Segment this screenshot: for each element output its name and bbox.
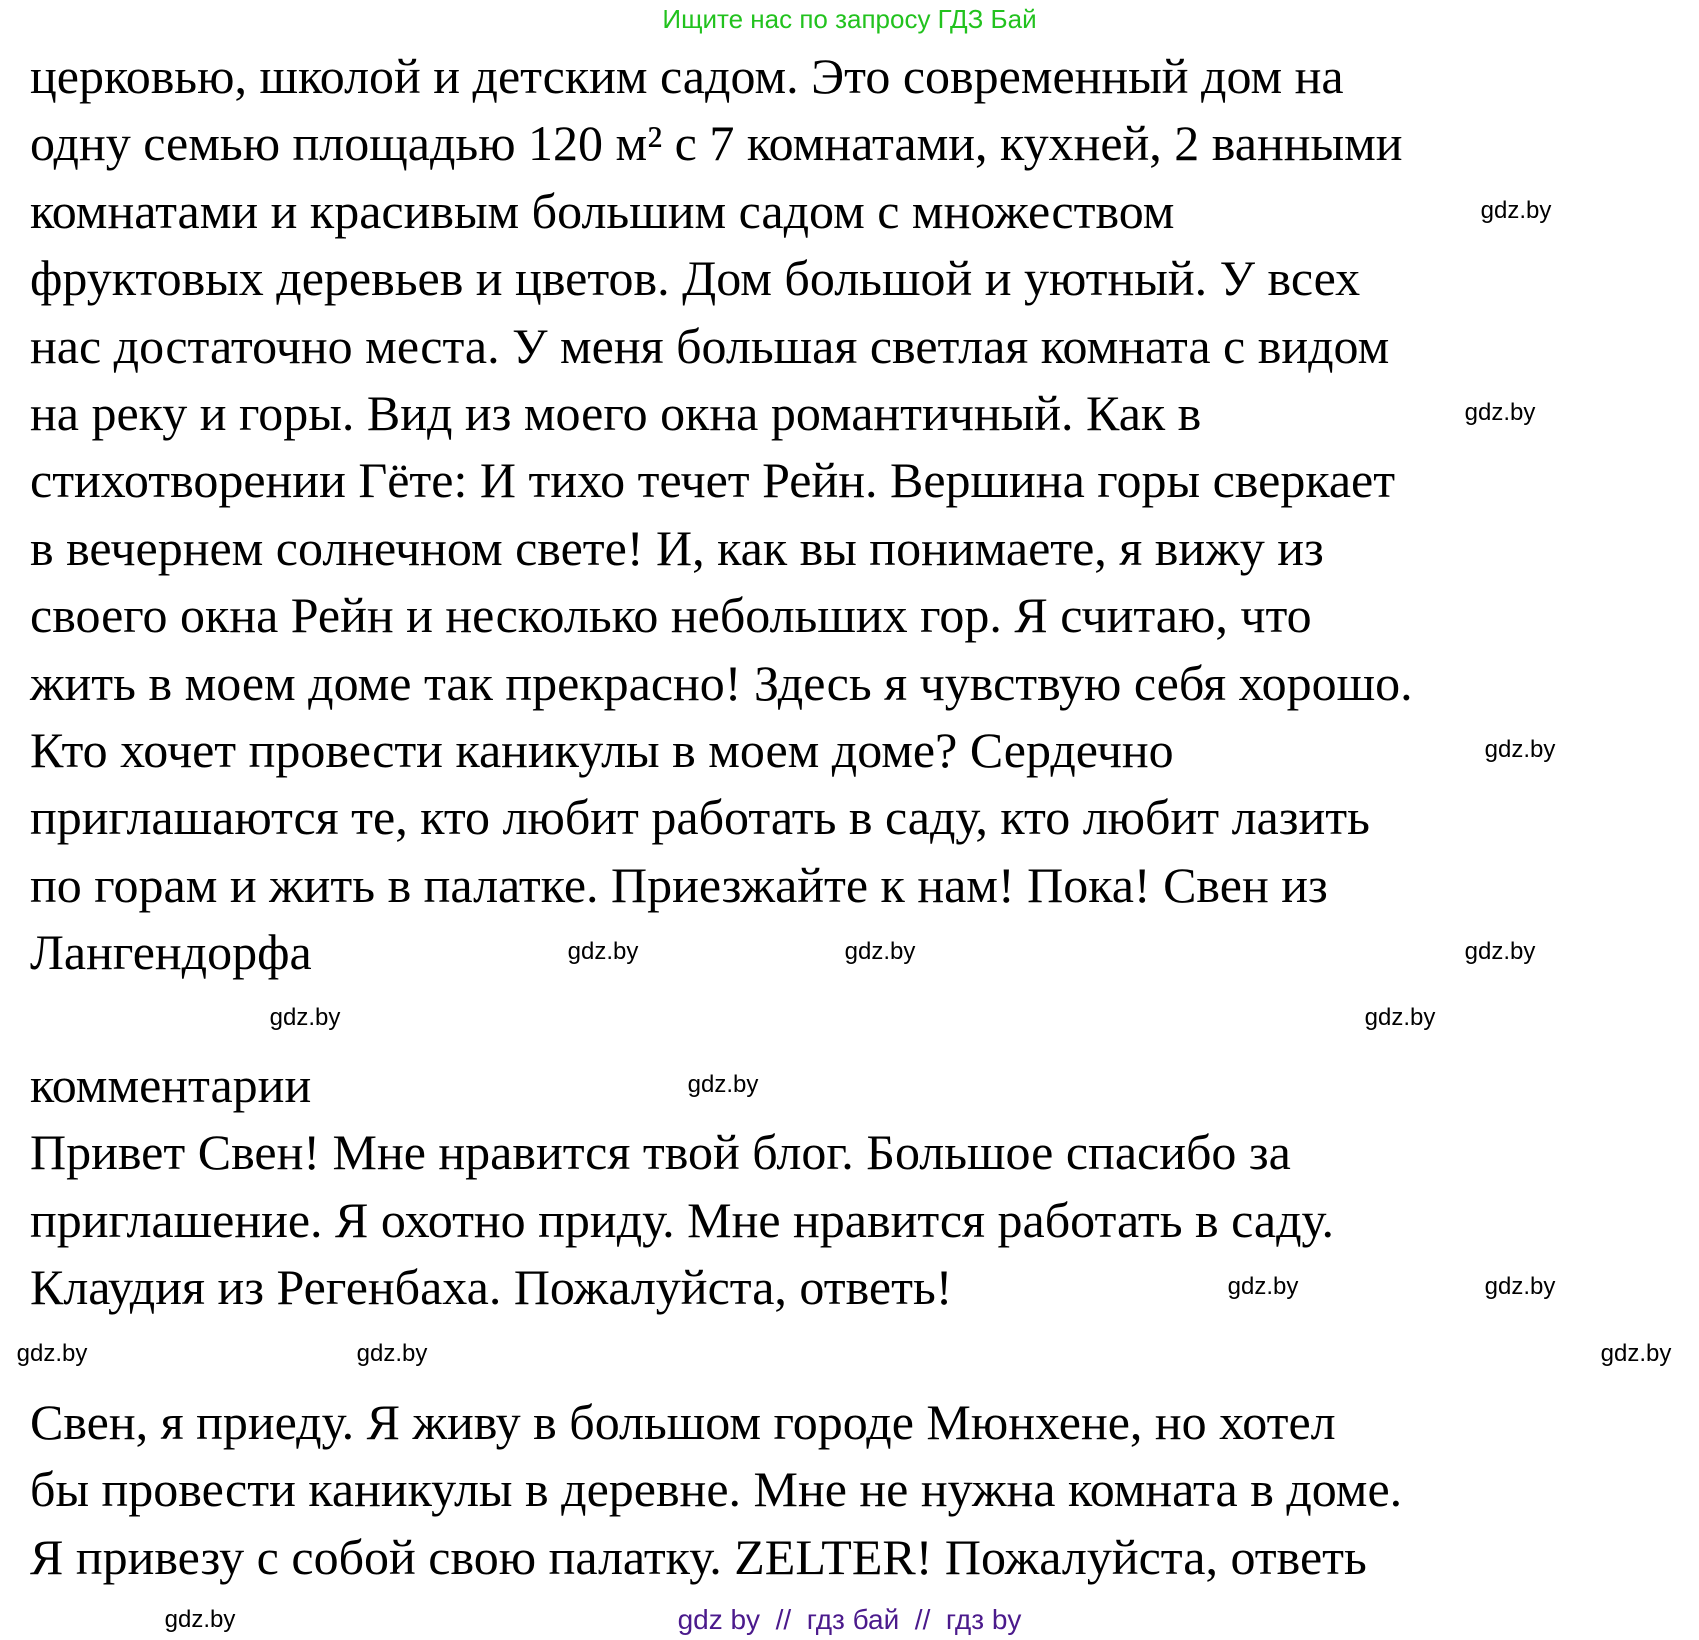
watermark: gdz.by (356, 1340, 428, 1367)
text-line: комнатами и красивым большим садом с множеством (30, 183, 1175, 239)
watermark: gdz.by (269, 1004, 341, 1031)
watermark: gdz.by (164, 1606, 236, 1633)
text-line: нас достаточно места. У меня большая светлая комната с видом (30, 318, 1390, 374)
text-line: Кто хочет провести каникулы в моем доме? Сердечно (30, 722, 1174, 778)
watermark: gdz.by (844, 938, 916, 965)
watermark: gdz.by (1464, 399, 1536, 426)
text-line: церковью, школой и детским садом. Это современный дом на (30, 48, 1344, 104)
watermark: gdz.by (1484, 736, 1556, 763)
header-banner: Ищите нас по запросу ГДЗ Бай (662, 4, 1037, 34)
text-line: стихотворении Гёте: И тихо течет Рейн. Вершина горы сверкает (30, 452, 1396, 508)
watermark: gdz.by (16, 1340, 88, 1367)
footer-links: gdz by // гдз бай // гдз by (677, 1604, 1022, 1635)
text-line: бы провести каникулы в деревне. Мне не нужна комната в доме. (30, 1461, 1403, 1517)
watermark: gdz.by (567, 938, 639, 965)
watermark: gdz.by (687, 1071, 759, 1098)
watermark: gdz.by (1484, 1273, 1556, 1300)
text-line: своего окна Рейн и несколько небольших гор. Я считаю, что (30, 587, 1312, 643)
text-line: жить в моем доме так прекрасно! Здесь я чувствую себя хорошо. (30, 655, 1413, 711)
text-line: Я привезу с собой свою палатку. ZELTER! Пожалуйста, ответь (30, 1529, 1367, 1585)
text-line: приглашение. Я охотно приду. Мне нравится работать в саду. (30, 1192, 1335, 1248)
comments-heading: комментарии (30, 1057, 312, 1113)
text-line: одну семью площадью 120 м² с 7 комнатами, кухней, 2 ванными (30, 115, 1403, 171)
text-line: фруктовых деревьев и цветов. Дом большой и уютный. У всех (30, 250, 1361, 306)
watermark: gdz.by (1480, 197, 1552, 224)
text-line: по горам и жить в палатке. Приезжайте к нам! Пока! Свен из (30, 857, 1328, 913)
text-line: на реку и горы. Вид из моего окна романтичный. Как в (30, 385, 1202, 441)
text-line: Привет Свен! Мне нравится твой блог. Большое спасибо за (30, 1124, 1291, 1180)
watermark: gdz.by (1364, 1004, 1436, 1031)
text-line: Лангендорфа (30, 924, 312, 980)
watermark: gdz.by (1227, 1273, 1299, 1300)
watermark: gdz.by (1464, 938, 1536, 965)
watermark: gdz.by (1600, 1340, 1672, 1367)
text-line: Свен, я приеду. Я живу в большом городе Мюнхене, но хотел (30, 1394, 1336, 1450)
text-line: Клаудия из Регенбаха. Пожалуйста, ответь! (30, 1259, 953, 1315)
text-line: в вечернем солнечном свете! И, как вы понимаете, я вижу из (30, 520, 1324, 576)
text-line: приглашаются те, кто любит работать в саду, кто любит лазить (30, 789, 1370, 845)
